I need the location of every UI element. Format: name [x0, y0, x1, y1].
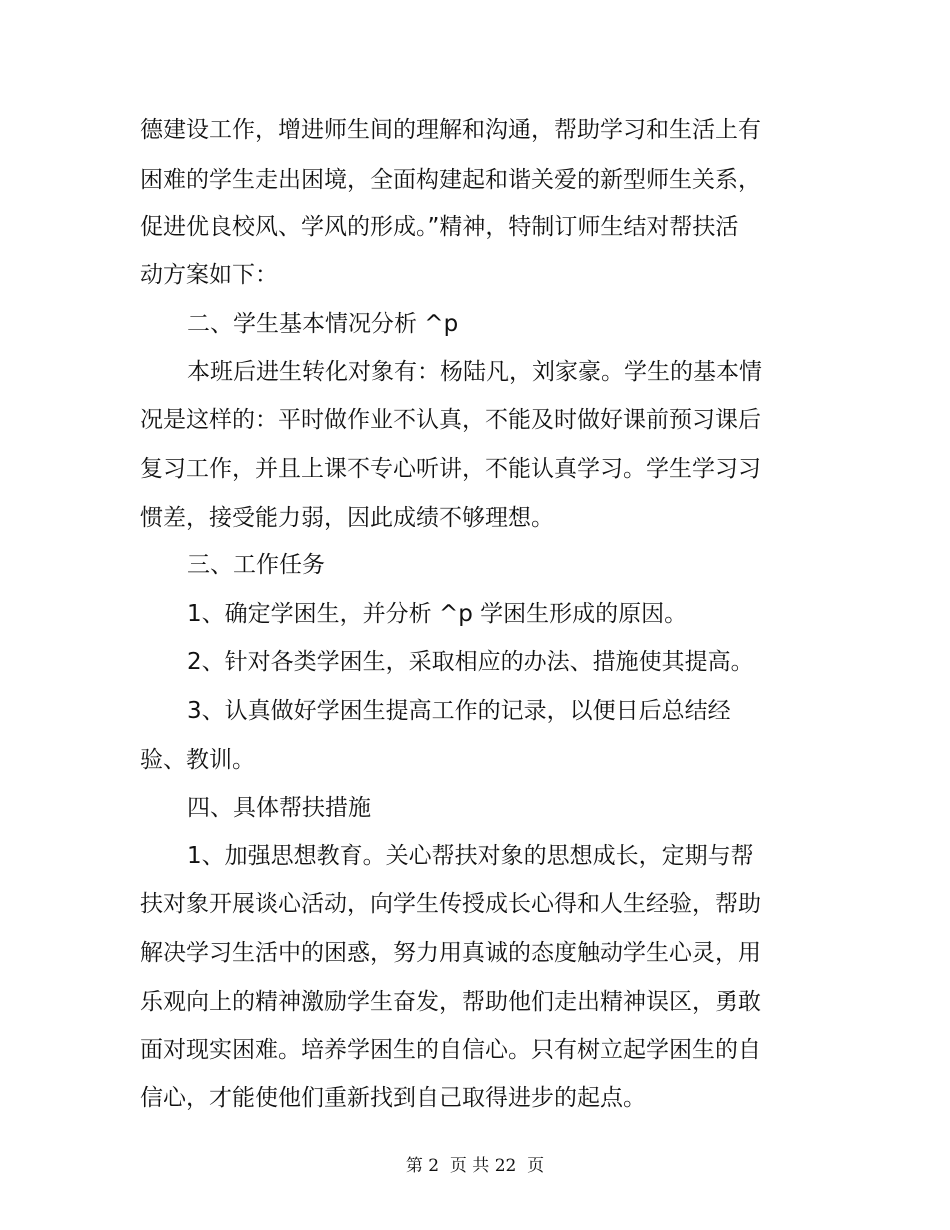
body-text-line: 信心，才能使他们重新找到自己取得进步的起点。	[140, 1085, 646, 1111]
body-text-line: 况是这样的：平时做作业不认真，不能及时做好课前预习课后	[140, 407, 761, 433]
body-text-line: 困难的学生走出困境，全面构建起和谐关爱的新型师生关系，	[140, 167, 761, 193]
task-item-1: 1、确定学困生，并分析 ^p 学困生形成的原因。	[187, 601, 688, 627]
body-text-line: 面对现实困难。培养学困生的自信心。只有树立起学困生的自	[140, 1037, 761, 1063]
body-text-line: 动方案如下：	[140, 262, 278, 288]
task-item-2: 2、针对各类学困生，采取相应的办法、措施使其提高。	[187, 649, 754, 675]
body-text-line: 惯差，接受能力弱，因此成绩不够理想。	[140, 505, 554, 531]
task-item-3: 3、认真做好学困生提高工作的记录，以便日后总结经	[187, 698, 731, 724]
body-text-line: 解决学习生活中的困惑，努力用真诚的态度触动学生心灵，用	[140, 940, 761, 966]
section-heading-student-analysis: 二、学生基本情况分析 ^p	[187, 311, 459, 337]
body-text-line: 本班后进生转化对象有：杨陆凡，刘家豪。学生的基本情	[187, 359, 762, 385]
section-heading-measures: 四、具体帮扶措施	[187, 795, 371, 821]
page-number-footer: 第 2 页 共 22 页	[405, 1156, 545, 1176]
measure-item-1: 1、加强思想教育。关心帮扶对象的思想成长，定期与帮	[187, 843, 754, 869]
body-text-line: 扶对象开展谈心活动，向学生传授成长心得和人生经验，帮助	[140, 891, 761, 917]
body-text-line: 验、教训。	[140, 747, 255, 773]
body-text-line: 乐观向上的精神激励学生奋发，帮助他们走出精神误区，勇敢	[140, 989, 761, 1015]
section-heading-tasks: 三、工作任务	[187, 552, 325, 578]
body-text-line: 促进优良校风、学风的形成。”精神，特制订师生结对帮扶活	[140, 214, 739, 240]
body-text-line: 德建设工作，增进师生间的理解和沟通，帮助学习和生活上有	[140, 117, 761, 143]
body-text-line: 复习工作，并且上课不专心听讲，不能认真学习。学生学习习	[140, 456, 761, 482]
